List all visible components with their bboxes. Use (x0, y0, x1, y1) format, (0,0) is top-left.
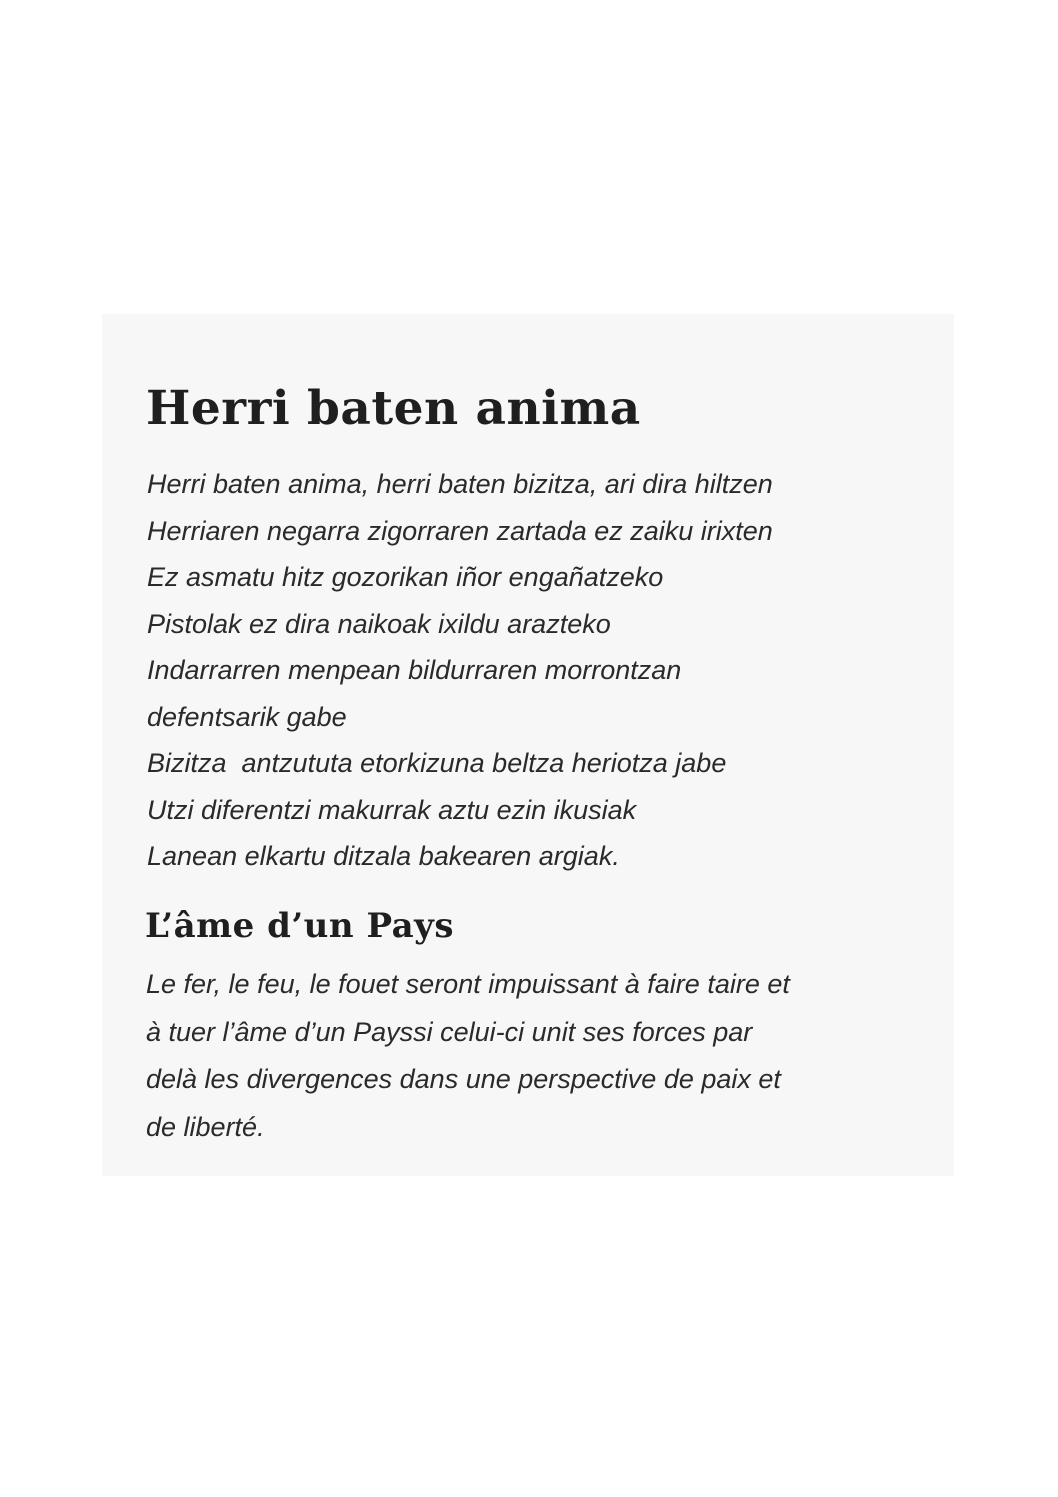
poem-line: Indarrarren menpean bildurraren morrontzan (147, 655, 682, 685)
french-title: L’âme d’un Pays (145, 906, 455, 946)
basque-poem (147, 461, 773, 880)
paragraph-line: de liberté. (146, 1111, 265, 1142)
paragraph-line: delà les divergences dans une perspective de paix et (146, 1064, 781, 1094)
poem-line: Herriaren negarra zigorraren zartada ez zaiku irixten (147, 515, 773, 546)
poem-line: Pistolak ez dira naikoak ixildu arazteko (147, 608, 611, 639)
paragraph-line: Le fer, le feu, le fouet seront impuissant à faire taire et (146, 969, 790, 999)
poem-line: Lanean elkartu ditzala bakearen argiak. (147, 841, 620, 871)
paragraph-line: à tuer l’âme d’un Payssi celui-ci unit ses forces par (146, 1016, 753, 1047)
poem-line: defentsarik gabe (147, 701, 347, 732)
poem-line: Ez asmatu hitz gozorikan iñor engañatzeko (147, 562, 664, 592)
poem-line: Herri baten anima, herri baten bizitza, ari dira hiltzen (147, 469, 773, 499)
basque-title: Herri baten anima (146, 381, 641, 436)
french-paragraph (146, 961, 790, 1151)
poem-line: Bizitza antzututa etorkizuna beltza heriotza jabe (147, 748, 727, 778)
poem-line: Utzi diferentzi makurrak aztu ezin ikusiak (147, 794, 637, 825)
